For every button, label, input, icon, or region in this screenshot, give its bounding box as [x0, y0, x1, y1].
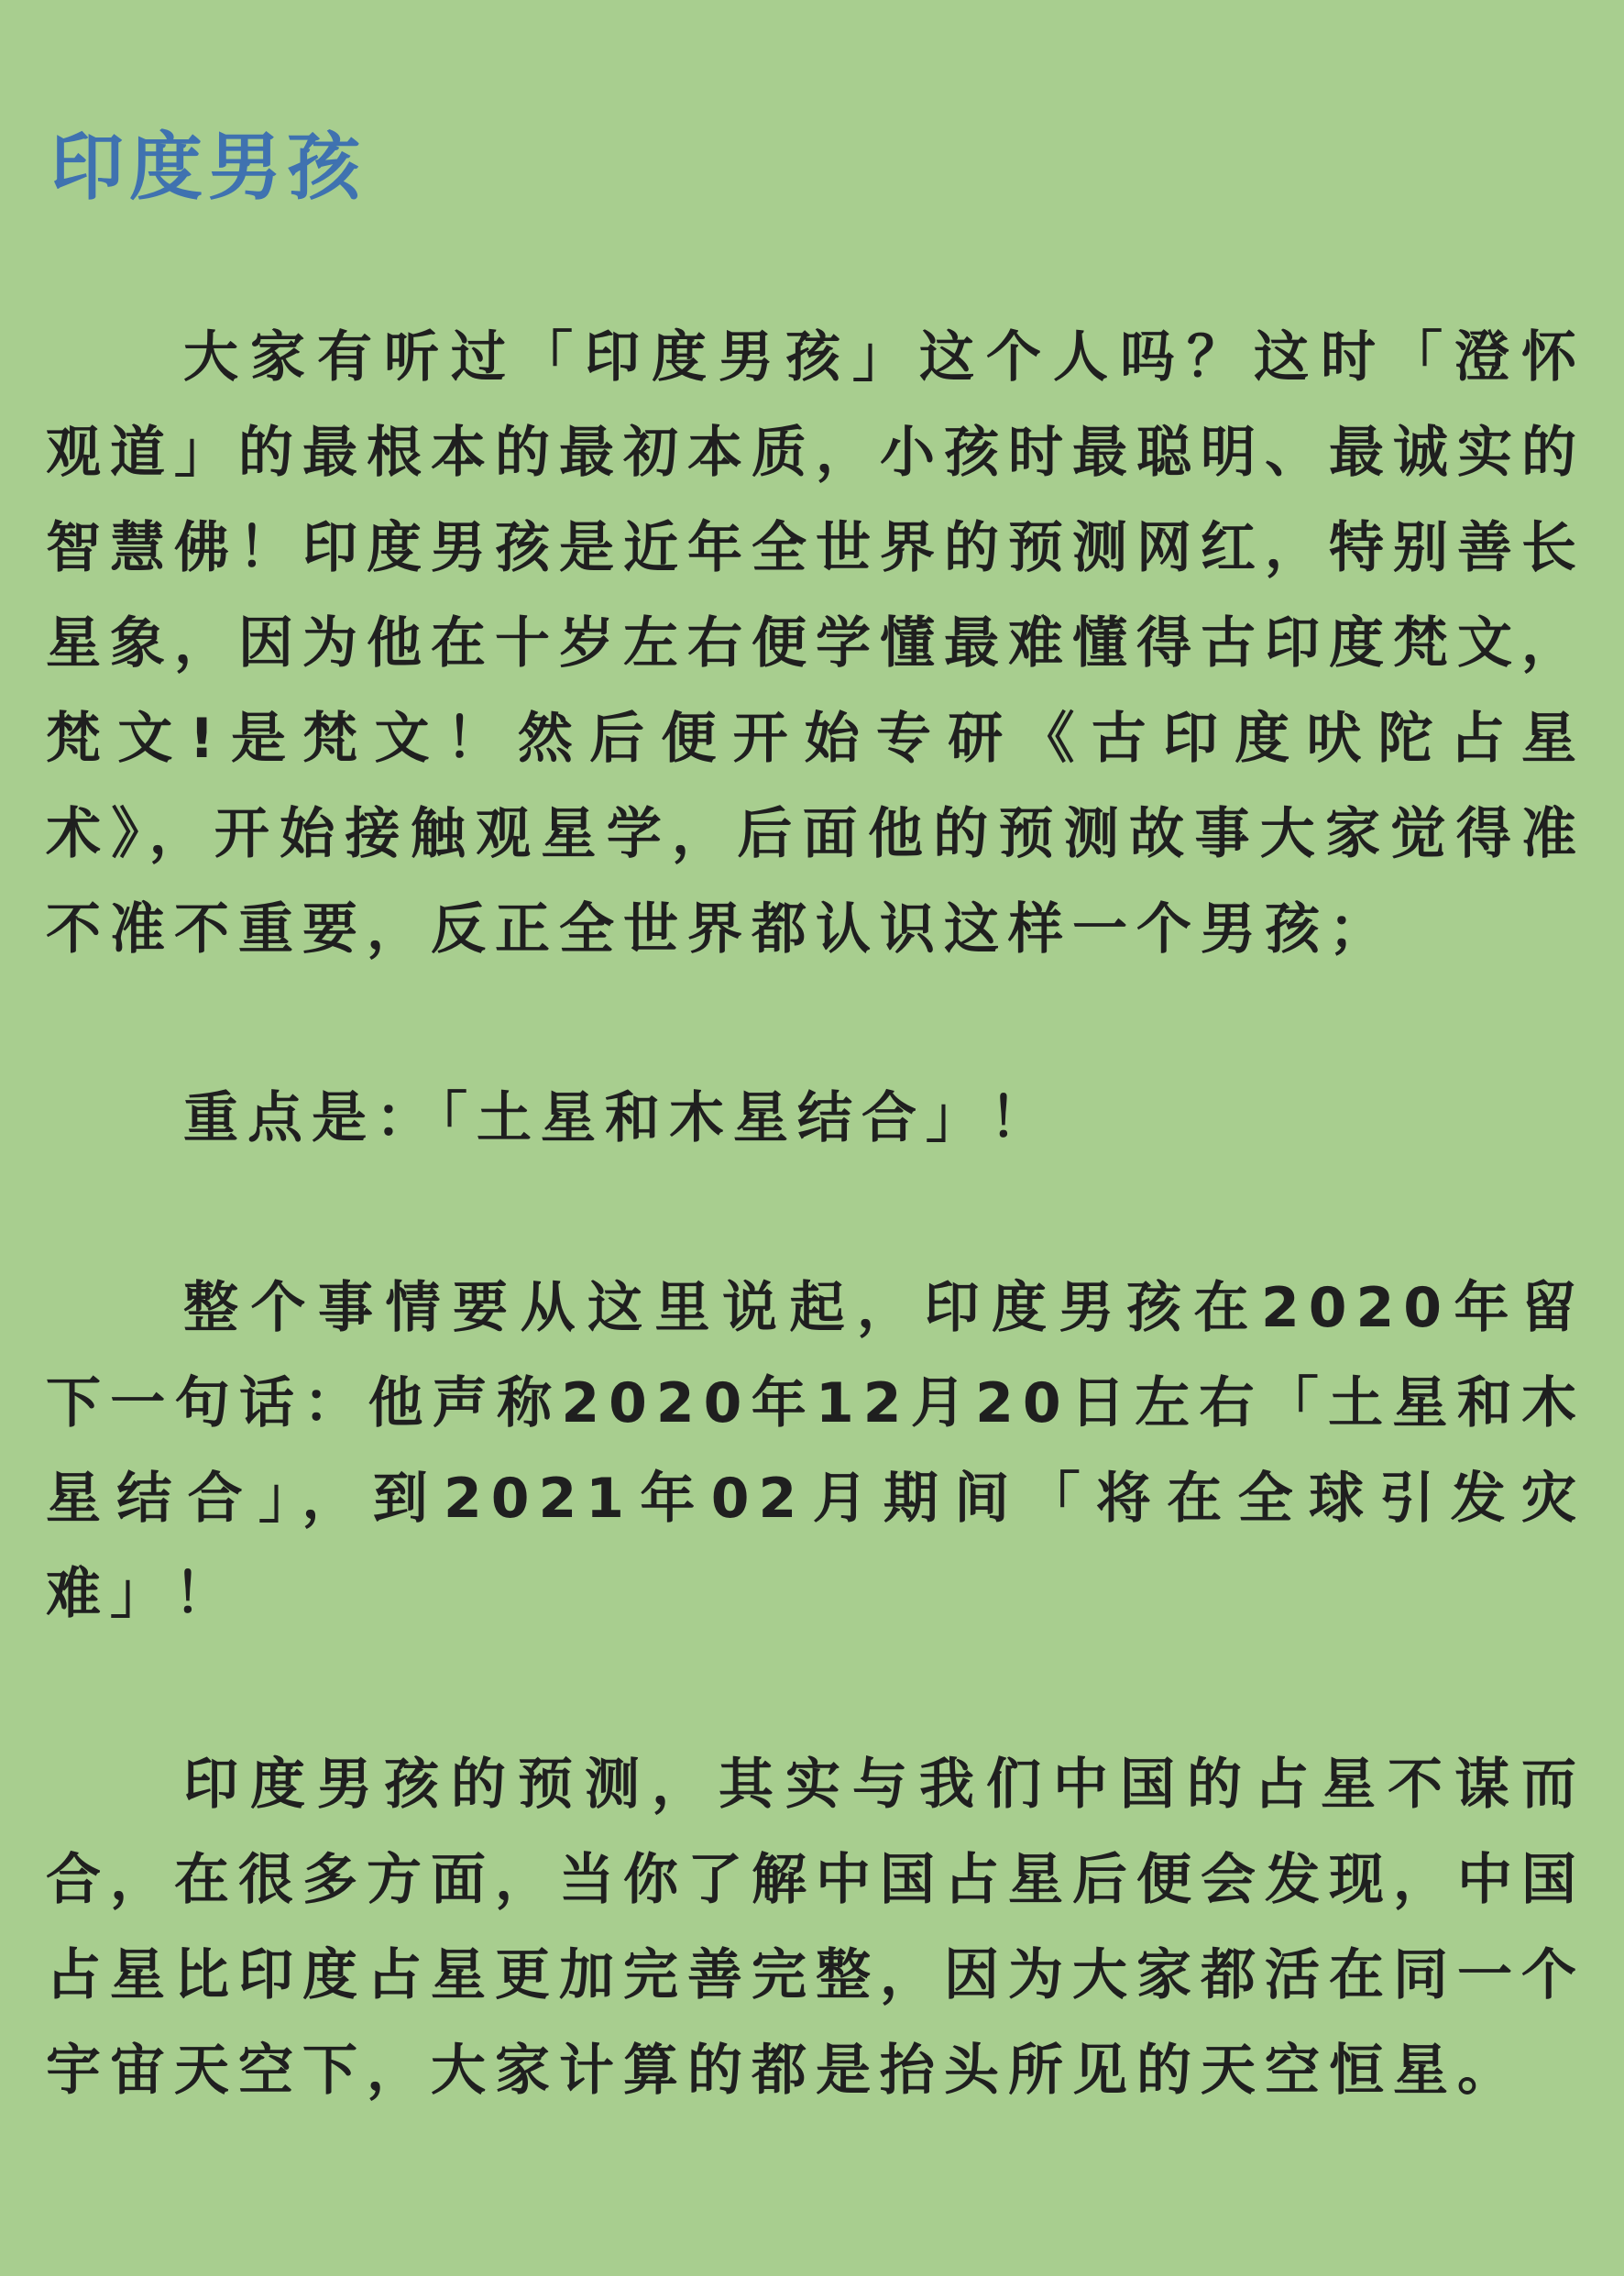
- paragraph-prediction: 整个事情要从这里说起，印度男孩在2020年留下一句话：他声称2020年12月20日左右「土星和木星结合」，到2021年02月期间「将在全球引发灾难」！: [46, 1276, 1586, 1626]
- page-title: 印度男孩: [50, 125, 366, 210]
- paragraph-key-point: 重点是：「土星和木星结合」！: [183, 1086, 1054, 1150]
- paragraph-comparison: 印度男孩的预测，其实与我们中国的占星不谋而合，在很多方面，当你了解中国占星后便会发现，中国占星比印度占星更加完善完整，因为大家都活在同一个宇宙天空下，大家计算的都是抬头所见的天空恒星。: [46, 1753, 1586, 2103]
- paragraph-intro: 大家有听过「印度男孩」这个人吗？这时「澄怀观道」的最根本的最初本质，小孩时最聪明、最诚实的智慧佛！印度男孩是近年全世界的预测网红，特别善长星象，因为他在十岁左右便学懂最难懂得古印度梵文，梵文!是梵文！然后便开始专研《古印度吠陀占星术》，开始接触观星学，后面他的预测故事大家觉得准不准不重要，反正全世界都认识这样一个男孩；: [46, 325, 1586, 962]
